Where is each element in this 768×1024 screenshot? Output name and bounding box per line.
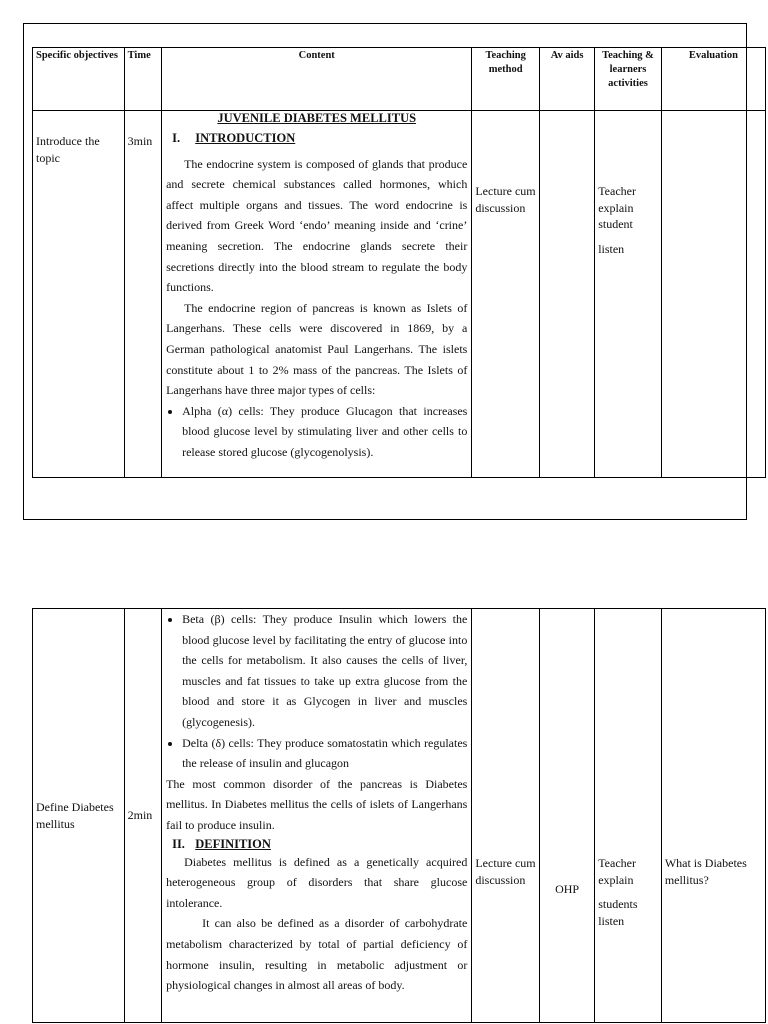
section-heading-introduction xyxy=(166,128,467,149)
lesson-plan-table-1 xyxy=(32,47,766,478)
activity-text: Teacher explain student xyxy=(598,184,636,231)
header-time: Time xyxy=(124,48,161,111)
method-cell xyxy=(472,609,540,1023)
paragraph: Diabetes mellitus is defined as a genetically acquired heterogeneous group of disorders that share glucose intolerance. xyxy=(166,854,468,910)
section-number: II. xyxy=(172,836,185,851)
document-title: JUVENILE DIABETES MELLITUS xyxy=(217,111,417,125)
method-text: Lecture cum discussion xyxy=(475,184,536,215)
list-item: • Beta (β) cells: They produce Insulin which lowers the blood glucose level by facilitating the entry of glucose into the cells for metabolism. It also causes the cells of liver, muscles and fat tissues to take up extra glucose from the blood and store it as Glycogen in liver and muscles (glycogenesis). xyxy=(182,609,467,733)
header-activities: Teaching & learners activities xyxy=(595,48,662,111)
section-title: DEFINITION xyxy=(195,836,271,851)
list-item: • Alpha (α) cells: They produce Glucagon that increases blood glucose level by stimulating liver and other cells to release stored glucose (glycogenolysis). xyxy=(182,401,467,463)
header-content: Content xyxy=(162,48,472,111)
time-cell xyxy=(124,609,161,1023)
header-objectives: Specific objectives xyxy=(33,48,125,111)
paragraph: It can also be defined as a disorder of carbohydrate metabolism characterized by total of partial deficiency of hormone insulin, resulting in metabolic adjustment or physiological changes in almost all areas of body. xyxy=(166,916,468,993)
table-row xyxy=(33,609,766,1023)
method-text: Lecture cum discussion xyxy=(475,856,536,887)
activity-text: listen xyxy=(598,241,625,256)
time-cell xyxy=(124,111,161,478)
objective-cell xyxy=(33,111,125,478)
header-evaluation: Evaluation xyxy=(661,48,765,111)
paragraph: The most common disorder of the pancreas is Diabetes mellitus. In Diabetes mellitus the cells of islets of Langerhans fail to produce insulin. xyxy=(166,776,468,832)
header-row xyxy=(33,48,766,111)
paragraph: The endocrine region of pancreas is known as Islets of Langerhans. These cells were discovered in 1869, by a German pathological anatomist Paul Langerhans. The islets constitute about 1 to 2% mass of the pancreas. The Islets of Langerhans have three major types of cells: xyxy=(166,300,468,398)
header-av-aids: Av aids xyxy=(540,48,595,111)
evaluation-cell xyxy=(661,609,765,1023)
paragraph: The endocrine system is composed of glands that produce and secrete chemical substances called hormones, which affect multiple organs and tissues. The word endocrine is derived from Greek Word ‘endo’ meaning inside and ‘crine’ meaning secretion. The endocrine glands secrete their secretions directly into the blood stream to regulate the body functions. xyxy=(166,156,468,295)
activities-cell xyxy=(595,111,662,478)
section-number: I. xyxy=(172,131,181,145)
content-cell xyxy=(162,609,472,1023)
objective-cell xyxy=(33,609,125,1023)
evaluation-cell xyxy=(661,111,765,478)
lesson-plan-table-2 xyxy=(32,608,766,1023)
time-text: 2min xyxy=(127,808,153,823)
time-text: 3min xyxy=(127,134,153,148)
method-cell xyxy=(472,111,540,478)
av-aids-cell xyxy=(540,609,595,1023)
content-cell xyxy=(162,111,472,478)
objective-text: Define Diabetes mellitus xyxy=(36,800,114,831)
activity-text: Teacher explain xyxy=(598,856,636,887)
cell-types-list-continued xyxy=(166,609,467,774)
section-heading-definition xyxy=(166,836,467,852)
section-title: INTRODUCTION xyxy=(195,131,296,145)
cell-types-list xyxy=(166,401,467,463)
activity-text: students listen xyxy=(598,897,638,928)
table-row xyxy=(33,111,766,478)
list-item: • Delta (δ) cells: They produce somatostatin which regulates the release of insulin and glucagon xyxy=(182,733,467,774)
header-method: Teaching method xyxy=(472,48,540,111)
objective-text: Introduce the topic xyxy=(36,134,100,165)
activities-cell xyxy=(595,609,662,1023)
evaluation-text: What is Diabetes mellitus? xyxy=(664,856,747,887)
av-aids-text: OHP xyxy=(555,882,580,896)
av-aids-cell xyxy=(540,111,595,478)
